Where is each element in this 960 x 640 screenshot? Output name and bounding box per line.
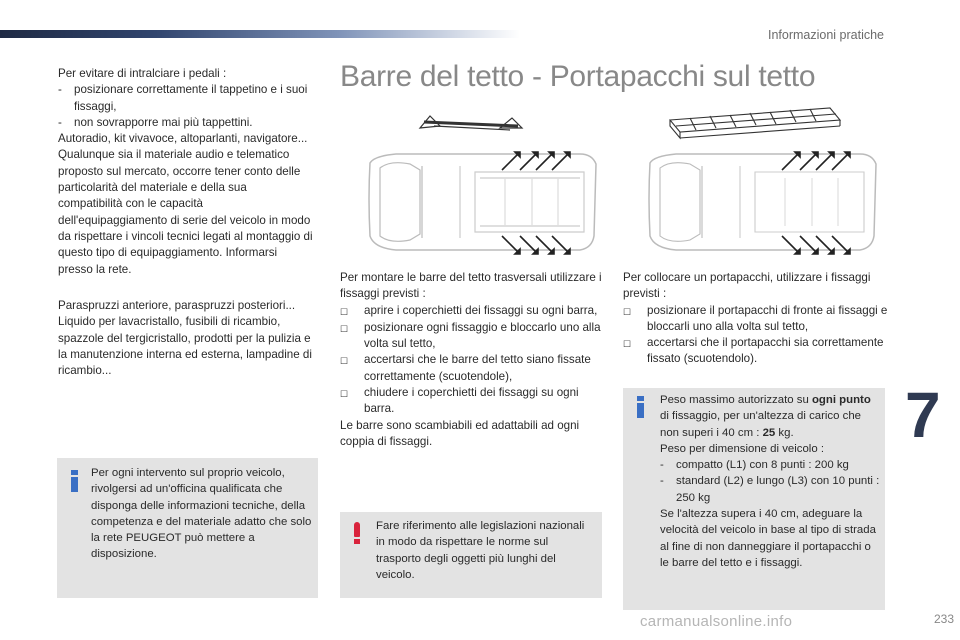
- section-header-title: Informazioni pratiche: [767, 28, 884, 42]
- roof-rack-instructions: [623, 270, 888, 368]
- bullet-icon: ☐: [623, 306, 632, 317]
- list-item: ☐ accertarsi che le barre del tetto siano fissate correttamente (scuotendole),: [340, 352, 602, 385]
- bullet-icon: ☐: [340, 389, 349, 400]
- pedals-intro: Per evitare di intralciare i pedali :: [58, 67, 227, 80]
- height-warning-text: Se l'altezza supera i 40 cm, adeguare la velocità del veicolo in base al tipo di strada al fine di non danneggiare il portapacchi o le barre del tetto e i fissaggi.: [660, 508, 876, 569]
- bullet-icon: ☐: [340, 323, 349, 334]
- header-decor-bar: [0, 30, 520, 38]
- left-column-paragraph-1: [58, 66, 313, 278]
- list-item: - posizionare correttamente il tappetino e i suoi fissaggi,: [58, 83, 308, 113]
- warning-icon: [353, 522, 361, 544]
- info-icon: [71, 470, 79, 492]
- left-column-paragraph-2: [58, 298, 313, 379]
- list-item: - compatto (L1) con 8 punti : 200 kg: [660, 459, 849, 472]
- page-title: Barre del tetto - Portapacchi sul tetto: [340, 60, 816, 93]
- list-item: ☐ chiudere i coperchietti dei fissaggi su ogni barra.: [340, 385, 602, 418]
- bullet-icon: ☐: [623, 339, 632, 350]
- page-number: 233: [933, 612, 954, 626]
- info-box-right-text: [660, 392, 882, 571]
- warning-box: [340, 512, 602, 598]
- list-item: ☐ accertarsi che il portapacchi sia correttamente fissato (scuotendolo).: [623, 335, 888, 368]
- list-item: ☐ aprire i coperchietti dei fissaggi su ogni barra,: [340, 303, 602, 320]
- bullet-icon: ☐: [340, 306, 349, 317]
- list-item: - non sovrapporre mai più tappettini.: [58, 115, 253, 129]
- info-box-left: [57, 458, 318, 598]
- roof-bars-intro: Per montare le barre del tetto trasversali utilizzare i fissaggi previsti :: [340, 271, 602, 301]
- bullet-icon: ☐: [340, 356, 349, 367]
- weight-by-size-heading: Peso per dimensione di veicolo :: [660, 442, 824, 455]
- roof-bars-illustration: [360, 108, 608, 268]
- warning-box-text: Fare riferimento alle legislazioni nazionali in modo da rispettare le norme sul trasporto degli oggetti più lunghi del veicolo.: [376, 520, 585, 581]
- accessories-body: Paraspruzzi anteriore, paraspruzzi posteriori... Liquido per lavacristallo, fusibili di ricambio, spazzole del tergicristallo, prodotti per la pulizia e la manutenzione interna ed esterna, lampadine di ricambio...: [58, 299, 312, 378]
- roof-bars-outro: Le barre sono scambiabili ed adattabili ad ogni coppia di fissaggi.: [340, 418, 580, 448]
- audio-heading: Autoradio, kit vivavoce, altoparlanti, navigatore...: [58, 132, 308, 146]
- roof-rack-intro: Per collocare un portapacchi, utilizzare i fissaggi previsti :: [623, 271, 871, 301]
- max-weight-text: Peso massimo autorizzato su ogni punto di fissaggio, per un'altezza di carico che non superi i 40 cm : 25 kg.: [660, 394, 871, 439]
- list-item: - standard (L2) e lungo (L3) con 10 punti : 250 kg: [660, 475, 880, 504]
- roof-rack-illustration: [640, 100, 888, 268]
- list-item: ☐ posizionare ogni fissaggio e bloccarlo uno alla volta sul tetto,: [340, 320, 602, 353]
- chapter-number: 7: [905, 379, 941, 451]
- watermark: carmanualsonline.info: [640, 613, 793, 630]
- list-item: ☐ posizionare il portapacchi di fronte ai fissaggi e bloccarli uno alla volta sul tetto,: [623, 303, 888, 336]
- roof-bars-instructions: [340, 270, 602, 450]
- info-icon: [637, 396, 645, 418]
- info-box-left-text: Per ogni intervento sul proprio veicolo, rivolgersi ad un'officina qualificata che disponga delle informazioni tecniche, della competenza e del materiale adatto che solo la rete PEUGEOT può mettere a disposizione.: [91, 467, 312, 561]
- info-box-right: [623, 388, 885, 610]
- audio-body: Qualunque sia il materiale audio e telematico proposto sul mercato, occorre tener conto delle particolarità del materiale e della sua compatibilità con le capacità dell'equipaggiamento di serie del veicolo in modo da rispettare i vincoli tecnici legati al montaggio di questo tipo di equipaggiamento. Informarsi presso la rete.: [58, 148, 313, 276]
